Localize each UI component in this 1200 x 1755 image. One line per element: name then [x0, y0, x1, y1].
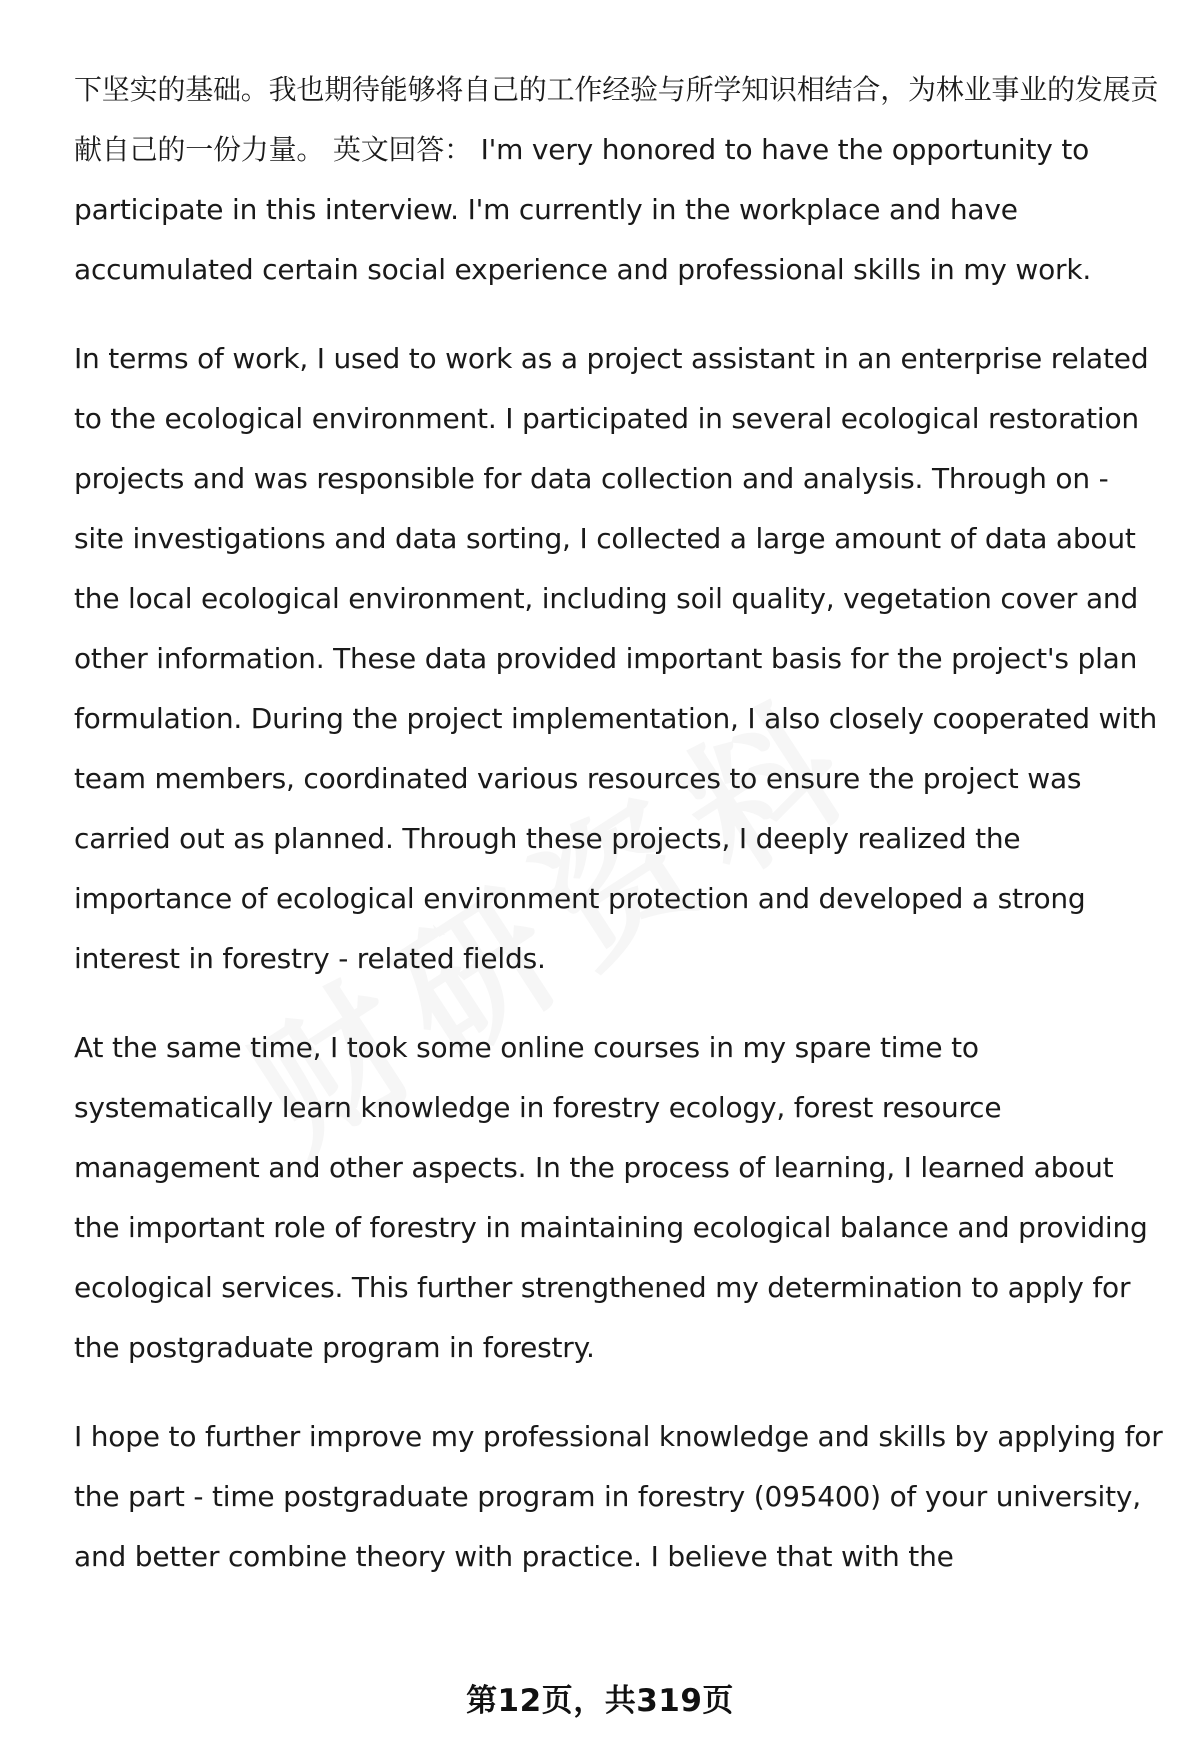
paragraph-3: At the same time, I took some online courses in my spare time to systematically learn knowledge in forestry ecology, forest resource management and other aspects. In the process of learning, I learned about the important role of forestry in maintaining ecological balance and providing ecological services. This further strengthened my determination to apply for the postgraduate program in forestry. [74, 1031, 1148, 1364]
paragraph-4: I hope to further improve my professional knowledge and skills by applying for the part - time postgraduate program in forestry (095400) of your university, and better combine theory with practice. I believe that with the [74, 1420, 1163, 1573]
document-body [74, 60, 1164, 1616]
paragraph-1: 下坚实的基础。我也期待能够将自己的工作经验与所学知识相结合，为林业事业的发展贡献自己的一份力量。 英文回答： I'm very honored to have the opportunity to participate in this interview. I'm currently in the workplace and have accumulated certain social experience and professional skills in my work. [74, 73, 1159, 286]
page-number-footer: 第12页，共319页 [466, 1683, 734, 1719]
paragraph-2: In terms of work, I used to work as a project assistant in an enterprise related to the ecological environment. I participated in several ecological restoration projects and was responsible for data collection and analysis. Through on - site investigations and data sorting, I collected a large amount of data about the local ecological environment, including soil quality, vegetation cover and other information. These data provided important basis for the project's plan formulation. During the project implementation, I also closely cooperated with team members, coordinated various resources to ensure the project was carried out as planned. Through these projects, I deeply realized the importance of ecological environment protection and developed a strong interest in forestry - related fields. [74, 342, 1158, 975]
